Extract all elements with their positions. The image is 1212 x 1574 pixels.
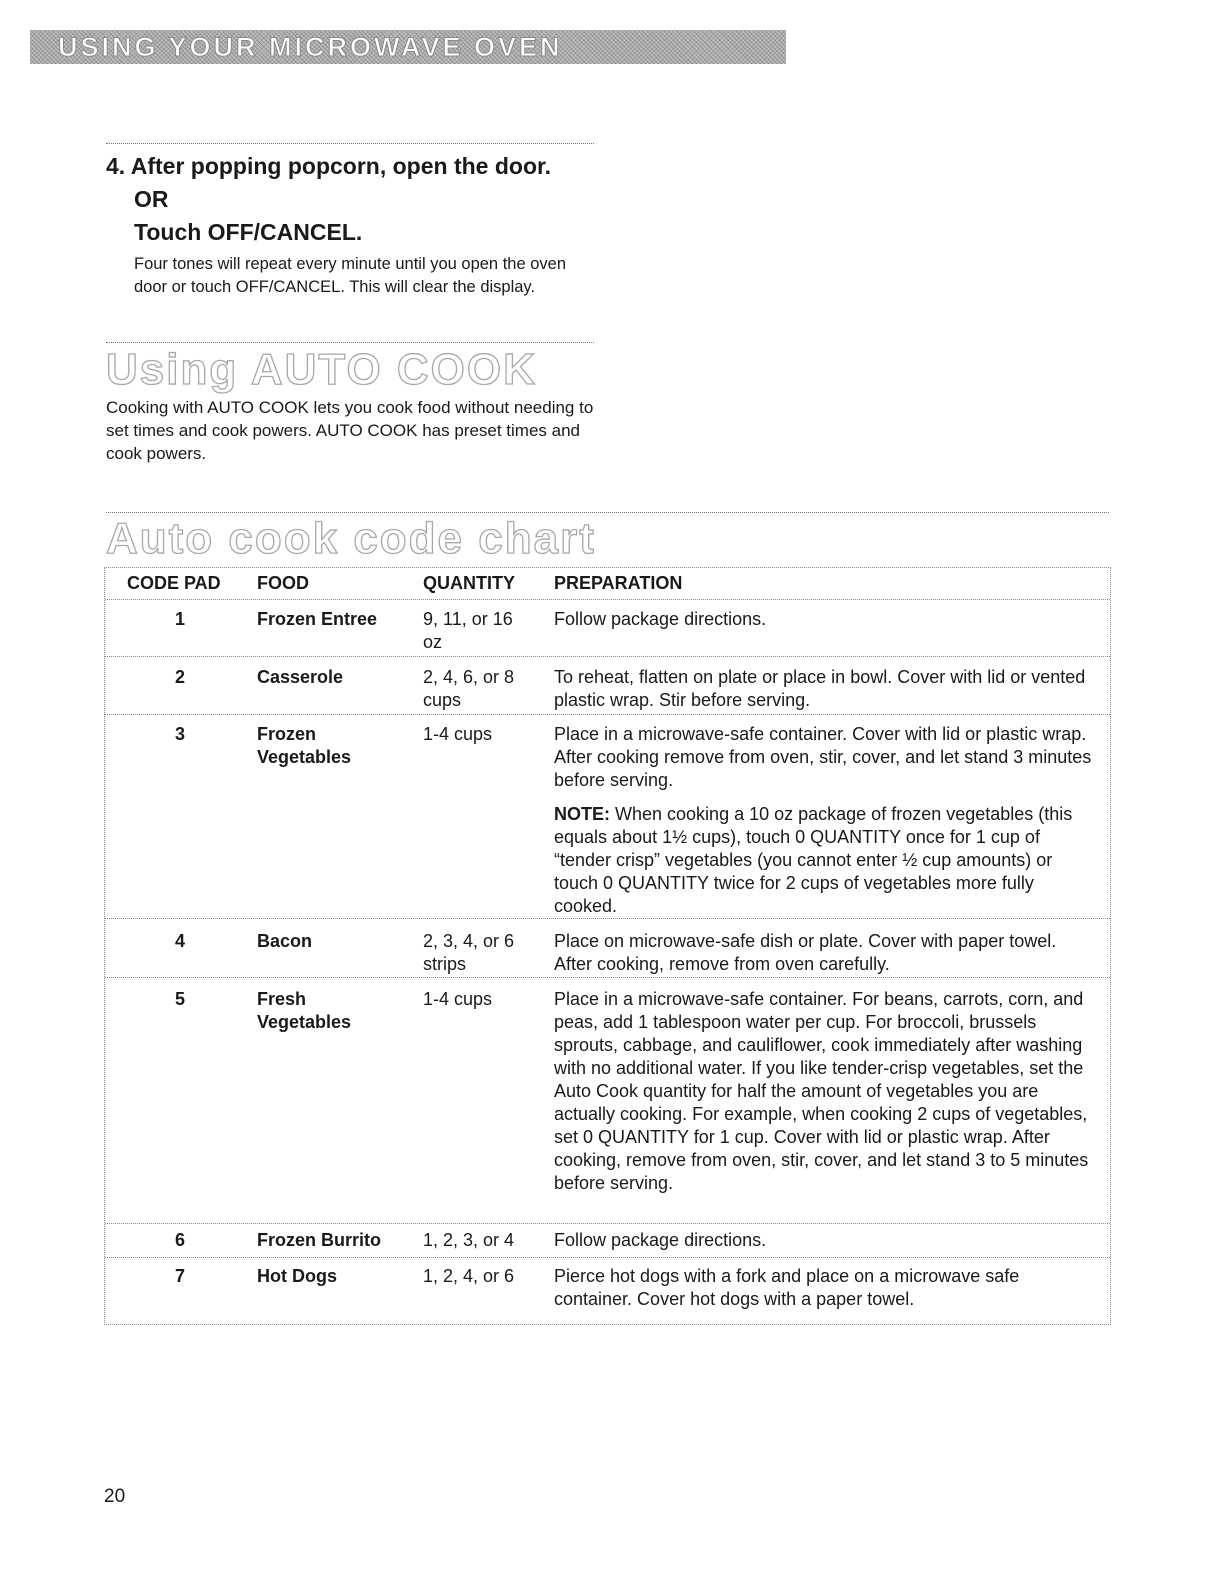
row-quantity: 2, 4, 6, or 8 cups	[423, 667, 515, 710]
row-note	[554, 803, 1094, 918]
row-food: Casserole	[257, 667, 344, 687]
step-4	[106, 150, 606, 299]
row-food: Frozen Burrito	[257, 1230, 381, 1250]
table-row	[105, 919, 1110, 978]
table-row	[105, 600, 1110, 657]
row-code: 7	[174, 1266, 185, 1286]
row-code: 3	[174, 724, 185, 744]
table-header	[105, 568, 1110, 600]
step-or: OR	[134, 186, 169, 212]
table-row	[105, 715, 1110, 919]
row-quantity: 1-4 cups	[423, 724, 493, 744]
row-code: 6	[174, 1230, 185, 1250]
header-food: FOOD	[257, 573, 309, 593]
section-banner	[30, 30, 786, 64]
row-preparation: Pierce hot dogs with a fork and place on a microwave safe container. Cover hot dogs with a paper towel.	[554, 1266, 1020, 1309]
step-heading: 4. After popping popcorn, open the door.	[106, 153, 552, 179]
divider	[106, 512, 1109, 513]
auto-cook-title: Using AUTO COOK	[106, 345, 537, 394]
row-code: 5	[174, 989, 185, 1009]
auto-cook-intro: Cooking with AUTO COOK lets you cook food without needing to set times and cook powers. AUTO COOK has preset times and cook powers.	[106, 398, 594, 463]
row-quantity: 2, 3, 4, or 6 strips	[423, 931, 515, 974]
divider	[106, 143, 594, 144]
row-preparation: Place on microwave-safe dish or plate. Cover with paper towel. After cooking, remove from oven carefully.	[554, 931, 1057, 974]
note-label: NOTE:	[554, 804, 610, 824]
row-food: Bacon	[257, 931, 313, 951]
row-preparation: Place in a microwave-safe container. For beans, carrots, corn, and peas, add 1 tablespoon water per cup. For broccoli, brussels sprouts, cabbage, and cauliflower, cook immediately after washing with no additional water. If you like tender-crisp vegetables, set the Auto Cook quantity for half the amount of vegetables you are actually cooking. For example, when cooking 2 cups of vegetables, set 0 QUANTITY for 1 cup. Cover with lid or plastic wrap. After cooking, remove from oven, stir, cover, and let stand 3 to 5 minutes before serving.	[554, 989, 1089, 1193]
auto-cook-chart	[104, 567, 1111, 1325]
row-preparation: Follow package directions.	[554, 609, 767, 629]
section-banner-title: USING YOUR MICROWAVE OVEN	[58, 31, 563, 62]
header-quantity: QUANTITY	[423, 573, 515, 593]
header-code-pad: CODE PAD	[127, 573, 221, 593]
row-preparation: Follow package directions.	[554, 1230, 767, 1250]
header-preparation: PREPARATION	[554, 573, 683, 593]
table-row	[105, 657, 1110, 715]
chart-title: Auto cook code chart	[106, 514, 596, 563]
row-food: Hot Dogs	[257, 1266, 337, 1286]
table-row	[105, 1224, 1110, 1258]
row-code: 2	[174, 667, 185, 687]
row-code: 1	[174, 609, 185, 629]
divider	[106, 342, 594, 343]
page-number: 20	[104, 1486, 126, 1507]
row-quantity: 9, 11, or 16 oz	[423, 609, 513, 652]
row-food: Fresh Vegetables	[257, 989, 352, 1032]
row-preparation-text: Place in a microwave-safe container. Cover with lid or plastic wrap. After cooking remove from oven, stir, cover, and let stand 3 minutes before serving.	[554, 724, 1092, 790]
table-row	[105, 978, 1110, 1224]
row-preparation: To reheat, flatten on plate or place in bowl. Cover with lid or vented plastic wrap. Stir before serving.	[554, 667, 1086, 710]
row-quantity: 1-4 cups	[423, 989, 493, 1009]
row-quantity: 1, 2, 3, or 4	[423, 1230, 515, 1250]
row-quantity: 1, 2, 4, or 6	[423, 1266, 515, 1286]
step-heading-2: Touch OFF/CANCEL.	[134, 219, 363, 245]
note-text: When cooking a 10 oz package of frozen vegetables (this equals about 1½ cups), touch 0 QUANTITY once for 1 cup of “tender crisp” vegetables (you cannot enter ½ cup amounts) or touch 0 QUANTITY twice for 2 cups of vegetables more fully cooked.	[554, 804, 1073, 916]
row-preparation	[554, 723, 1094, 918]
table-row	[105, 1258, 1110, 1322]
row-code: 4	[174, 931, 185, 951]
row-food: Frozen Vegetables	[257, 724, 352, 767]
row-food: Frozen Entree	[257, 609, 378, 629]
step-body: Four tones will repeat every minute until you open the oven door or touch OFF/CANCEL. This will clear the display.	[134, 255, 566, 296]
